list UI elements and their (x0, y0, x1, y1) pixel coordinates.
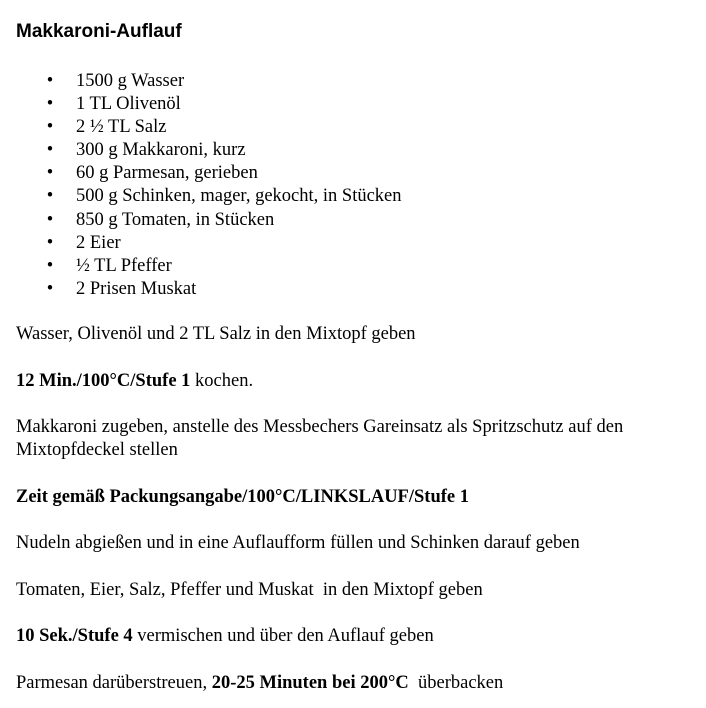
ingredient-item (0, 232, 402, 255)
step-1-text: Wasser, Olivenöl und 2 TL Salz in den Mixtopf geben (16, 324, 416, 344)
ingredient-item (0, 116, 402, 139)
ingredient-item (0, 70, 402, 93)
step-6 (16, 579, 696, 602)
bullet-icon: • (46, 140, 54, 161)
bullet-icon: • (46, 71, 54, 91)
step-8 (16, 672, 696, 695)
bullet-icon: • (46, 255, 54, 276)
step-3 (16, 416, 696, 462)
bullet-icon: • (46, 232, 54, 253)
recipe-title: Makkaroni-Auflauf (16, 21, 182, 42)
ingredient-text: 1 TL Olivenöl (76, 94, 181, 115)
bullet-icon: • (46, 117, 54, 138)
ingredient-text: 850 g Tomaten, in Stücken (76, 209, 275, 230)
ingredient-text: 1500 g Wasser (76, 71, 185, 91)
ingredient-item (0, 162, 402, 185)
bullet-icon: • (46, 209, 54, 230)
ingredient-text: 2 Eier (76, 232, 121, 253)
step-3-line-2: Mixtopfdeckel stellen (16, 440, 178, 461)
bullet-icon: • (46, 163, 54, 184)
ingredient-text: 60 g Parmesan, gerieben (76, 163, 258, 184)
ingredient-item (0, 139, 402, 162)
ingredient-text: 500 g Schinken, mager, gekocht, in Stücken (76, 186, 402, 207)
step-7-setting: 10 Sek./Stufe 4 (16, 626, 133, 646)
ingredient-item (0, 185, 402, 208)
step-2-setting: 12 Min./100°C/Stufe 1 (16, 371, 191, 391)
step-5-text: Nudeln abgießen und in eine Auflaufform füllen und Schinken darauf geben (16, 533, 580, 553)
step-5 (16, 532, 696, 555)
step-2 (16, 370, 696, 393)
step-4-setting: Zeit gemäß Packungsangabe/100°C/LINKSLAUF/Stufe 1 (16, 487, 469, 507)
ingredient-item (0, 209, 402, 232)
bullet-icon: • (46, 278, 54, 299)
step-6-text: Tomaten, Eier, Salz, Pfeffer und Muskat in den Mixtopf geben (16, 580, 483, 600)
step-8-setting: 20-25 Minuten bei 200°C (211, 673, 409, 693)
ingredient-text: 2 ½ TL Salz (76, 117, 167, 138)
step-1 (16, 323, 696, 346)
ingredient-item (0, 278, 402, 301)
bullet-icon: • (46, 186, 54, 207)
ingredient-item (0, 93, 402, 116)
ingredient-text: 2 Prisen Muskat (76, 278, 197, 299)
step-8-text-after: überbacken (408, 673, 504, 693)
bullet-icon: • (46, 94, 54, 115)
step-3-line-1: Makkaroni zugeben, anstelle des Messbechers Gareinsatz als Spritzschutz auf den (16, 417, 624, 437)
ingredient-list (0, 70, 402, 301)
ingredient-text: 300 g Makkaroni, kurz (76, 140, 246, 161)
step-7 (16, 625, 696, 648)
step-4 (16, 486, 696, 509)
step-7-text: vermischen und über den Auflauf geben (132, 626, 434, 646)
ingredient-item (0, 255, 402, 278)
ingredient-text: ½ TL Pfeffer (76, 255, 172, 276)
step-2-text: kochen. (190, 371, 254, 391)
step-8-text-before: Parmesan darüberstreuen, (16, 673, 212, 693)
